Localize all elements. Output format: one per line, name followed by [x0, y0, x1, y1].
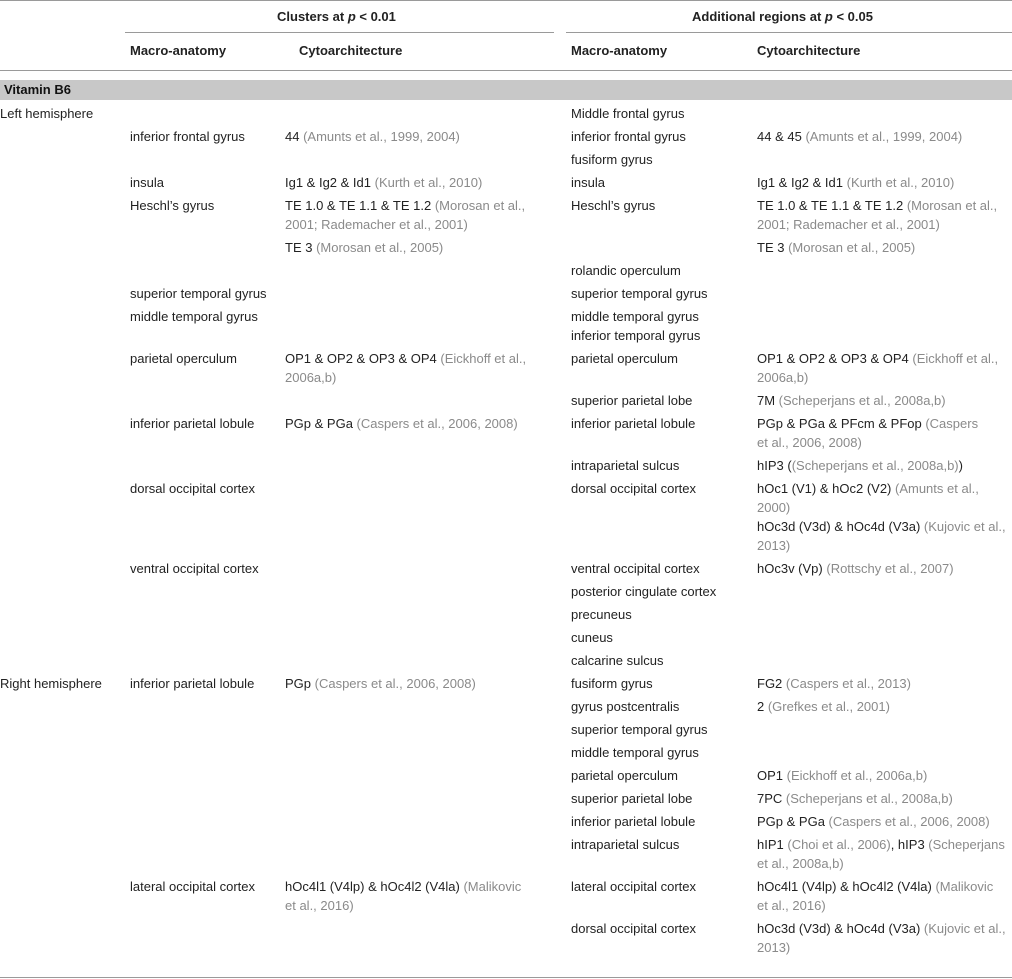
cell-line: fusiform gyrus [571, 152, 653, 167]
cell-line: dorsal occipital cortex [571, 921, 696, 936]
table-cell-c4 [757, 559, 954, 578]
table-cell-c1 [130, 877, 255, 896]
table-cell-c4 [757, 835, 1005, 873]
citation: (Amunts et al., [895, 481, 979, 496]
citation: (Caspers [925, 416, 979, 431]
table-cell-c4 [757, 479, 1006, 555]
cell-line: Middle frontal gyrus [571, 106, 685, 121]
cell-line [757, 368, 998, 387]
table-cell-c2 [285, 173, 482, 192]
citation: (Malikovic [463, 879, 522, 894]
cell-line: middle temporal gyrus [571, 309, 699, 324]
table-cell-c3 [571, 919, 696, 938]
citation: et al., 2016) [285, 898, 354, 913]
col-header-cytoarchitecture-2: Cytoarchitecture [757, 43, 861, 58]
citation: (Scheperjans et al., 2008a,b) [785, 791, 953, 806]
cell-line: intraparietal sulcus [571, 837, 680, 852]
cell-text: 44 [285, 129, 304, 144]
table-cell-c3 [571, 349, 678, 368]
cell-text: PGp & PGa [757, 814, 829, 829]
cell-line [757, 877, 993, 896]
cell-line [757, 215, 997, 234]
table-cell-c2 [285, 877, 521, 915]
cell-line [285, 877, 521, 896]
table-cell-c4 [757, 196, 997, 234]
table-cell-c3 [571, 877, 696, 896]
table-cell-c3 [571, 789, 692, 808]
group2-p: p [824, 9, 833, 24]
table-cell-c2 [285, 238, 443, 257]
cell-line [757, 854, 1005, 873]
cell-line: parietal operculum [571, 768, 678, 783]
cell-line: inferior temporal gyrus [571, 328, 701, 343]
citation: (Amunts et al., 1999, 2004) [303, 129, 460, 144]
cell-line: inferior frontal gyrus [130, 129, 245, 144]
citation: 2006a,b) [757, 370, 809, 385]
table-cell-c2 [285, 674, 476, 693]
cell-line: calcarine sulcus [571, 653, 664, 668]
citation: 2013) [757, 538, 791, 553]
cell-line: ventral occipital cortex [130, 561, 259, 576]
cell-line: intraparietal sulcus [571, 458, 680, 473]
citation: (Choi et al., 2006) [787, 837, 891, 852]
table-cell-c3 [571, 261, 681, 280]
cell-line [757, 196, 997, 215]
citation: (Malikovic [935, 879, 994, 894]
table-cell-c1 [130, 196, 214, 215]
table-cell-c4 [757, 173, 954, 192]
cell-line: lateral occipital cortex [571, 879, 696, 894]
citation: (Scheperjans et al., 2008a,b) [778, 393, 946, 408]
table-cell-c3 [571, 307, 700, 345]
table-cell-c4 [757, 456, 963, 475]
citation: (Caspers et al., 2006, 2008) [356, 416, 518, 431]
citation: 2001; Rademacher et al., 2001) [285, 217, 468, 232]
cell-text: 2 [757, 699, 768, 714]
cell-line: inferior frontal gyrus [571, 129, 686, 144]
cell-line: Heschl’s gyrus [571, 198, 656, 213]
cell-line [757, 238, 915, 257]
cell-line [285, 368, 526, 387]
cell-text: TE 3 [285, 240, 317, 255]
cell-line [757, 479, 1006, 498]
table-bottom-rule [0, 977, 1012, 978]
cell-line: superior parietal lobe [571, 791, 693, 806]
table-cell-c4 [757, 766, 927, 785]
table-cell-c4 [757, 238, 915, 257]
citation: (Kurth et al., 2010) [374, 175, 483, 190]
cell-line [757, 173, 954, 192]
table-cell-c1 [130, 559, 259, 578]
table-cell-c1 [130, 349, 237, 368]
table-cell-c3 [571, 456, 679, 475]
table-cell-c4 [757, 674, 911, 693]
cell-line: Left hemisphere [0, 106, 94, 121]
citation: 2006a,b) [285, 370, 337, 385]
cell-line [285, 215, 525, 234]
citation: (Morosan et al., [434, 198, 526, 213]
cell-line [757, 697, 890, 716]
citation: (Kujovic et al., [923, 519, 1006, 534]
cell-line [285, 196, 525, 215]
section-title: Vitamin B6 [4, 82, 71, 97]
table-cell-c1 [130, 674, 254, 693]
table-cell-c1 [130, 284, 267, 303]
cell-line: precuneus [571, 607, 632, 622]
citation: et al., 2008a,b) [757, 856, 844, 871]
cell-line: insula [571, 175, 605, 190]
group2-threshold: < 0.05 [832, 9, 873, 24]
cell-line [757, 391, 946, 410]
cell-line: Right hemisphere [0, 676, 102, 691]
citation: (Scheperjans [928, 837, 1005, 852]
table-cell-c2 [285, 349, 526, 387]
cell-line [757, 414, 978, 433]
cell-text: TE 3 [757, 240, 789, 255]
cell-text: PGp & PGa [285, 416, 357, 431]
cell-line: dorsal occipital cortex [130, 481, 255, 496]
col-header-cytoarchitecture-1: Cytoarchitecture [299, 43, 403, 58]
cell-line [757, 938, 1006, 957]
citation: (Morosan et al., 2005) [788, 240, 916, 255]
table-cell-c4 [757, 812, 990, 831]
cell-text: PGp [285, 676, 315, 691]
table-cell-c4 [757, 697, 890, 716]
cell-line [757, 456, 963, 475]
citation: (Morosan et al., [906, 198, 998, 213]
citation: (Caspers et al., 2006, 2008) [314, 676, 476, 691]
table-cell-c1 [130, 307, 258, 326]
table-cell-c3 [571, 582, 716, 601]
table-cell-c3 [571, 391, 692, 410]
citation: (Scheperjans et al., 2008a,b) [791, 458, 959, 473]
cell-text: 44 & 45 [757, 129, 806, 144]
table-cell-c3 [571, 720, 708, 739]
citation: (Eickhoff et al., [912, 351, 999, 366]
table-cell-c3 [571, 812, 695, 831]
cell-line: inferior parietal lobule [130, 676, 255, 691]
table-cell-c3 [571, 628, 613, 647]
table-cell-c3 [571, 766, 678, 785]
cell-text: hOc3v (Vp) [757, 561, 827, 576]
cell-text: hIP3 ( [757, 458, 792, 473]
cell-text: PGp & PGa & PFcm & PFop [757, 416, 926, 431]
cell-text: 7PC [757, 791, 786, 806]
table-cell-c3 [571, 835, 679, 854]
cell-line [757, 433, 978, 452]
cell-line: middle temporal gyrus [130, 309, 258, 324]
cell-line: inferior parietal lobule [571, 416, 696, 431]
cell-line [285, 896, 521, 915]
cell-line [285, 414, 518, 433]
cell-line: rolandic operculum [571, 263, 681, 278]
citation: (Kujovic et al., [923, 921, 1006, 936]
group2-text: Additional regions at [692, 9, 825, 24]
cell-line [285, 238, 443, 257]
table-cell-c3 [571, 104, 684, 123]
cell-line: ventral occipital cortex [571, 561, 700, 576]
table-cell-c1 [130, 414, 254, 433]
cell-line: inferior parietal lobule [571, 814, 696, 829]
cell-text: hOc4l1 (V4lp) & hOc4l2 (V4la) [285, 879, 464, 894]
table-cell-hem [0, 674, 102, 693]
table-cell-c4 [757, 127, 962, 146]
cell-line: insula [130, 175, 164, 190]
cell-text: hOc3d (V3d) & hOc4d (V3a) [757, 921, 924, 936]
table-cell-hem [0, 104, 93, 123]
cell-text: hOc4l1 (V4lp) & hOc4l2 (V4la) [757, 879, 936, 894]
table-cell-c4 [757, 789, 953, 808]
col-header-macro-anatomy-1: Macro-anatomy [130, 43, 227, 58]
cell-line [757, 919, 1006, 938]
cell-line [285, 349, 526, 368]
cell-line: middle temporal gyrus [571, 745, 699, 760]
cell-text: hOc3d (V3d) & hOc4d (V3a) [757, 519, 924, 534]
table-cell-c3 [571, 196, 655, 215]
table-cell-c4 [757, 391, 946, 410]
cell-line [285, 674, 476, 693]
citation: (Grefkes et al., 2001) [767, 699, 890, 714]
cell-line: superior temporal gyrus [571, 722, 708, 737]
cell-text: ) [958, 458, 963, 473]
citation: (Caspers et al., 2013) [785, 676, 911, 691]
group1-text: Clusters at [277, 9, 348, 24]
cell-line: parietal operculum [571, 351, 678, 366]
cell-line [757, 896, 993, 915]
cell-line: fusiform gyrus [571, 676, 653, 691]
cell-text: FG2 [757, 676, 786, 691]
cell-line: superior temporal gyrus [130, 286, 267, 301]
table-cell-c3 [571, 414, 695, 433]
cell-text: Ig1 & Ig2 & Id1 [285, 175, 375, 190]
table-cell-c1 [130, 479, 255, 498]
table-cell-c2 [285, 196, 525, 234]
citation: (Eickhoff et al., 2006a,b) [786, 768, 928, 783]
citation: (Morosan et al., 2005) [316, 240, 444, 255]
cell-line: dorsal occipital cortex [571, 481, 696, 496]
table-cell-c4 [757, 349, 998, 387]
cell-line: posterior cingulate cortex [571, 584, 717, 599]
citation: (Kurth et al., 2010) [846, 175, 955, 190]
cell-line [757, 536, 1006, 555]
citation: 2001; Rademacher et al., 2001) [757, 217, 940, 232]
table-cell-c4 [757, 414, 978, 452]
table-cell-c3 [571, 651, 664, 670]
cell-line [757, 674, 911, 693]
cell-text: OP1 [757, 768, 787, 783]
citation: 2000) [757, 500, 791, 515]
cell-line [757, 127, 962, 146]
cell-text: hOc1 (V1) & hOc2 (V2) [757, 481, 895, 496]
table-cell-c3 [571, 479, 696, 498]
cell-line: lateral occipital cortex [130, 879, 255, 894]
table-cell-c2 [285, 414, 518, 433]
cell-text: 7M [757, 393, 779, 408]
table-cell-c1 [130, 127, 245, 146]
cell-line [285, 173, 482, 192]
cell-line: superior temporal gyrus [571, 286, 708, 301]
table-cell-c3 [571, 697, 679, 716]
table-cell-c3 [571, 559, 700, 578]
cell-line: cuneus [571, 630, 613, 645]
cell-line [757, 559, 954, 578]
table-cell-c3 [571, 284, 708, 303]
cell-line [757, 766, 927, 785]
col-header-macro-anatomy-2: Macro-anatomy [571, 43, 668, 58]
table-cell-c3 [571, 127, 686, 146]
cell-text: TE 1.0 & TE 1.1 & TE 1.2 [757, 198, 907, 213]
table-cell-c3 [571, 150, 653, 169]
cell-line: Heschl’s gyrus [130, 198, 215, 213]
citation: (Caspers et al., 2006, 2008) [828, 814, 990, 829]
cell-text: OP1 & OP2 & OP3 & OP4 [757, 351, 913, 366]
table-cell-c4 [757, 919, 1006, 957]
table-cell-c4 [757, 877, 993, 915]
cell-text: TE 1.0 & TE 1.1 & TE 1.2 [285, 198, 435, 213]
citation: 2013) [757, 940, 791, 955]
cell-line [757, 789, 953, 808]
citation: et al., 2016) [757, 898, 826, 913]
cell-text: Ig1 & Ig2 & Id1 [757, 175, 847, 190]
cell-line: superior parietal lobe [571, 393, 693, 408]
citation: (Amunts et al., 1999, 2004) [805, 129, 963, 144]
cell-line [757, 498, 1006, 517]
cell-line: parietal operculum [130, 351, 237, 366]
citation: (Eickhoff et al., [440, 351, 527, 366]
citation: et al., 2006, 2008) [757, 435, 862, 450]
cell-line: inferior parietal lobule [130, 416, 255, 431]
group1-threshold: < 0.01 [355, 9, 396, 24]
table-cell-c3 [571, 605, 632, 624]
cell-text: hIP1 [757, 837, 788, 852]
cell-line [757, 812, 990, 831]
table-cell-c3 [571, 674, 653, 693]
cell-line [757, 835, 1005, 854]
table-cell-c3 [571, 173, 605, 192]
citation: (Rottschy et al., 2007) [826, 561, 954, 576]
cell-line [757, 517, 1006, 536]
table-cell-c1 [130, 173, 164, 192]
cell-line [757, 349, 998, 368]
table-cell-c2 [285, 127, 460, 146]
cell-line [285, 127, 460, 146]
cell-line: gyrus postcentralis [571, 699, 680, 714]
group1-p: p [347, 9, 356, 24]
cell-text: , hIP3 [890, 837, 929, 852]
cell-text: OP1 & OP2 & OP3 & OP4 [285, 351, 441, 366]
table-cell-c3 [571, 743, 699, 762]
